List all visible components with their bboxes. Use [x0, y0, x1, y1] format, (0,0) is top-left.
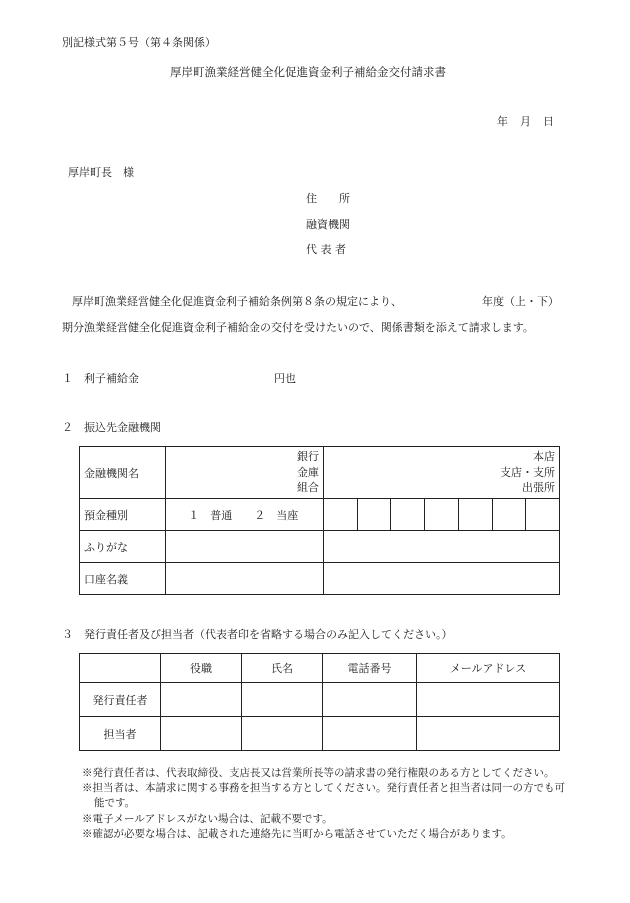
deposit-type-label: 預金種別: [80, 499, 166, 531]
representative-label: 代 表 者: [306, 243, 346, 256]
contact-position-input[interactable]: [161, 717, 242, 751]
col-name: 氏名: [242, 654, 323, 683]
row-issuer-label: 発行責任者: [80, 683, 161, 717]
notes: [82, 766, 572, 842]
body-line-1-period: 年度（上・下）: [482, 295, 559, 308]
account-name-label: 口座名義: [80, 563, 166, 595]
date-month-label: 月: [520, 115, 531, 128]
account-digit[interactable]: [458, 499, 492, 531]
branch-type-office: 出張所: [522, 481, 555, 495]
note-item: ※担当者は、本請求に関する事務を担当する方としてください。発行責任者と担当者は同一の方でも可能です。: [82, 782, 565, 810]
page-title: 厚岸町漁業経営健全化促進資金利子補給金交付請求書: [170, 65, 446, 79]
issuer-name-input[interactable]: [242, 683, 323, 717]
col-phone: 電話番号: [323, 654, 417, 683]
bank-type-kumiai: 組合: [297, 481, 320, 495]
note-item: ※電子メールアドレスがない場合は、記載不要です。: [82, 812, 333, 825]
account-digit[interactable]: [492, 499, 526, 531]
bank-table: [79, 446, 560, 595]
section1-unit: 円也: [274, 372, 296, 385]
account-digit[interactable]: [391, 499, 425, 531]
body-line-2: 期分漁業経営健全化促進資金利子補給金の交付を受けたいので、関係書類を添えて請求します。: [62, 321, 534, 334]
contact-name-input[interactable]: [242, 717, 323, 751]
form-number: 別記様式第５号（第４条関係）: [62, 36, 216, 49]
account-digit[interactable]: [324, 499, 358, 531]
bank-label: 融資機関: [306, 218, 350, 231]
issuer-phone-input[interactable]: [323, 683, 417, 717]
col-email: メールアドレス: [417, 654, 560, 683]
account-digit[interactable]: [357, 499, 391, 531]
contact-email-input[interactable]: [417, 717, 560, 751]
bank-type-kinko: 金庫: [297, 465, 320, 479]
addressee: 厚岸町長 様: [68, 166, 134, 179]
deposit-type-options[interactable]: １ 普通 ２ 当座: [166, 499, 324, 531]
note-item: ※確認が必要な場合は、記載された連絡先に当町から電話させていただく場合があります。: [82, 827, 512, 840]
body-line-1: 厚岸町漁業経営健全化促進資金利子補給条例第８条の規定により、: [72, 295, 402, 308]
bank-type-bank: 銀行: [297, 449, 320, 463]
row-contact-label: 担当者: [80, 717, 161, 751]
account-digit[interactable]: [526, 499, 560, 531]
branch-type-main: 本店: [533, 449, 555, 463]
contact-corner: [80, 654, 161, 683]
date-year-label: 年: [497, 115, 508, 128]
col-position: 役職: [161, 654, 242, 683]
account-digit[interactable]: [425, 499, 459, 531]
section1-label: １ 利子補給金: [62, 372, 139, 385]
contact-table: [79, 653, 560, 751]
furigana-label: ふりがな: [80, 531, 166, 563]
issuer-position-input[interactable]: [161, 683, 242, 717]
account-name-input-2[interactable]: [324, 563, 560, 595]
section3-label: ３ 発行責任者及び担当者（代表者印を省略する場合のみ記入してください。）: [62, 628, 453, 641]
note-item: ※発行責任者は、代表取締役、支店長又は営業所長等の請求書の発行権限のある方としてください。: [82, 767, 555, 779]
furigana-input-2[interactable]: [324, 531, 560, 563]
date-day-label: 日: [543, 115, 554, 128]
issuer-email-input[interactable]: [417, 683, 560, 717]
account-name-input[interactable]: [166, 563, 324, 595]
contact-phone-input[interactable]: [323, 717, 417, 751]
address-label: 住 所: [306, 192, 350, 205]
section2-label: ２ 振込先金融機関: [62, 421, 161, 434]
bank-name-label: 金融機関名: [80, 447, 166, 499]
branch-type-branch: 支店・支所: [500, 465, 555, 479]
branch-name-input[interactable]: [324, 447, 560, 499]
furigana-input[interactable]: [166, 531, 324, 563]
bank-name-input[interactable]: [166, 447, 324, 499]
